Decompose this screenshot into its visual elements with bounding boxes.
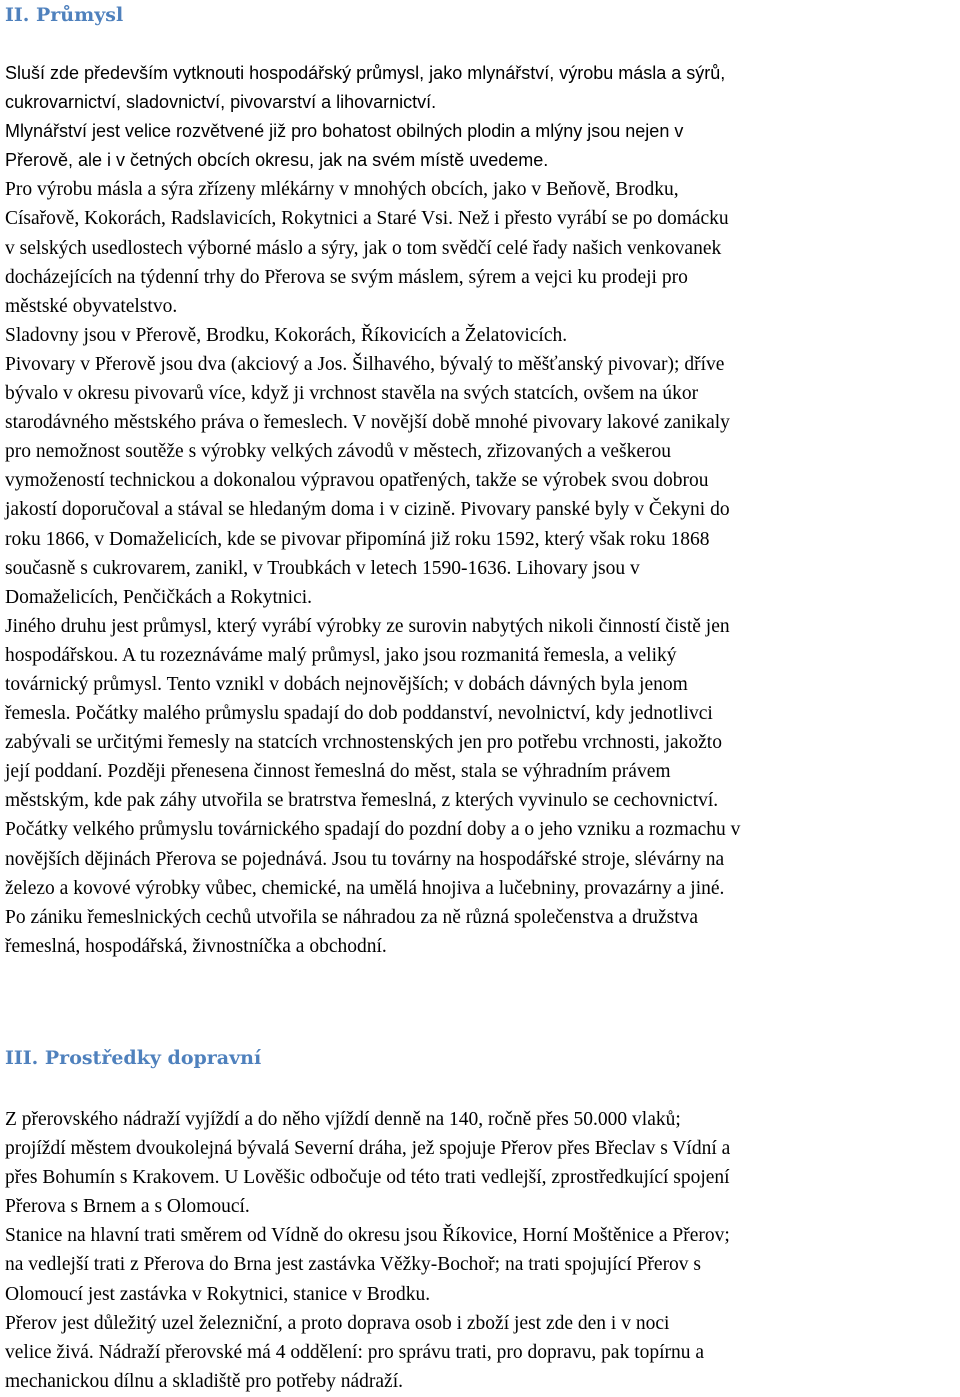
text-line: [5, 670, 957, 699]
text-line: [5, 583, 957, 612]
text-run: řemeslná, hospodářská, živnostníčka a obchodní.: [5, 935, 387, 957]
text-line: [5, 1105, 957, 1134]
text-line: [5, 757, 957, 786]
text-run: na vedlejší trati z Přerova do Brna jest zastávka Věžky-Bochoř; na trati spojující Přerov s: [5, 1254, 702, 1276]
text-run: pro nemožnost soutěže s výrobky velkých závodů v městech, zřizovaných a veškerou: [5, 441, 672, 463]
text-line: [5, 612, 957, 641]
text-line: [5, 234, 957, 263]
text-line: [5, 1134, 957, 1163]
text-run: továrnický průmysl. Tento vznikl v dobách nejnovějších; v dobách dávných byla jenom: [5, 673, 688, 695]
text-line: [5, 1250, 957, 1279]
text-run: železo a kovové výrobky vůbec, chemické, na umělá hnojiva a lučebniny, provazárny a jiné.: [5, 877, 725, 899]
text-line: [5, 350, 957, 379]
text-run: velice živá. Nádraží přerovské má 4 oddělení: pro správu trati, pro dopravu, pak topírnu a: [5, 1341, 705, 1363]
text-line: [5, 786, 957, 815]
text-line: [5, 379, 957, 408]
section-heading-transport: III. Prostředky dopravní: [5, 1047, 262, 1069]
text-line: [5, 495, 957, 524]
text-run: mechanickou dílnu a skladiště pro potřeby nádraží.: [5, 1370, 403, 1392]
text-run: jakostí doporučoval a stával se hledaným doma i v cizině. Pivovary panské byly v Čekyni do: [5, 499, 730, 521]
text-line: [5, 263, 957, 292]
text-run: v selských usedlostech výborné máslo a sýry, jak o tom svědčí celé řady našich venkovanek: [5, 237, 722, 259]
text-line: [5, 1163, 957, 1192]
text-run: Stanice na hlavní trati směrem od Vídně do okresu jsou Říkovice, Horní Moštěnice a Přerov;: [5, 1225, 730, 1247]
text-run: Jiného druhu jest průmysl, který vyrábí výrobky ze surovin nabytých nikoli činností čistě jen: [5, 615, 730, 637]
text-line: [5, 204, 957, 233]
text-line: [5, 146, 957, 175]
text-line: [5, 932, 957, 961]
text-line: [5, 525, 957, 554]
text-line: [5, 1192, 957, 1221]
text-line: [5, 59, 957, 88]
text-run: přes Bohumín s Krakovem. U Lověšic odbočuje od této trati vedlejší, zprostředkující spojení: [5, 1167, 730, 1189]
text-run: Pro výrobu másla a sýra zřízeny mlékárny v mnohých obcích, jako v Beňově, Brodku,: [5, 179, 679, 201]
text-line: [5, 641, 957, 670]
text-line: [5, 1221, 957, 1250]
text-line: [5, 874, 957, 903]
text-line: [5, 292, 957, 321]
section-heading-industry: II. Průmysl: [5, 4, 124, 26]
text-run: hospodářskou. A tu rozeznáváme malý průmysl, jako jsou rozmanitá řemesla, a veliký: [5, 644, 677, 666]
text-line: [5, 321, 957, 350]
text-run: starodávného městského práva o řemeslech. V novější době mnohé pivovary lakové zanikaly: [5, 412, 730, 434]
text-run: Přerov jest důležitý uzel železniční, a proto doprava osob i zboží jest zde den i v noci: [5, 1312, 670, 1334]
text-line: [5, 699, 957, 728]
text-run: Olomoucí jest zastávka v Rokytnici, stanice v Brodku.: [5, 1283, 431, 1305]
text-line: [5, 845, 957, 874]
text-run: novějších dějinách Přerova se pojednává. Jsou tu továrny na hospodářské stroje, slévárny na: [5, 848, 725, 870]
text-line: [5, 1280, 957, 1309]
text-run: docházejících na týdenní trhy do Přerova se svým máslem, sýrem a vejci ku prodeji pro: [5, 266, 688, 288]
text-run: Po zániku řemeslnických cechů utvořila se náhradou za ně různá společenstva a družstva: [5, 906, 699, 928]
text-run: městské obyvatelstvo.: [5, 295, 178, 317]
text-line: [5, 554, 957, 583]
text-run: bývalo v okresu pivovarů více, když ji vrchnost stavěla na svých statcích, ovšem na úkor: [5, 383, 699, 405]
text-line: [5, 466, 957, 495]
text-run: Mlynářství jest velice rozvětvené již pro bohatost obilných plodin a mlýny jsou nejen v: [5, 121, 684, 142]
text-line: [5, 1338, 957, 1367]
section-body-transport: [5, 1105, 957, 1396]
text-run: její poddaní. Později přenesena činnost řemeslná do měst, stala se výhradním právem: [5, 761, 671, 783]
text-line: [5, 175, 957, 204]
text-line: [5, 408, 957, 437]
text-line: [5, 728, 957, 757]
text-line: [5, 815, 957, 844]
text-run: Císařově, Kokorách, Radslavicích, Rokytnici a Staré Vsi. Než i přesto vyrábí se po domácku: [5, 208, 729, 230]
text-line: [5, 1309, 957, 1338]
text-line: [5, 88, 957, 117]
text-run: Domaželicích, Penčičkách a Rokytnici.: [5, 586, 313, 608]
text-run: městským, kde pak záhy utvořila se bratrstva řemeslná, z kterých vyvinulo se cechovnictví.: [5, 790, 719, 812]
text-line: [5, 117, 957, 146]
text-line: [5, 437, 957, 466]
text-run: projíždí městem dvoukolejná bývalá Severní dráha, jež spojuje Přerov přes Břeclav s Vídní a: [5, 1138, 731, 1160]
text-line: [5, 1367, 957, 1396]
text-run: Sluší zde především vytknouti hospodářský průmysl, jako mlynářství, výrobu másla a sýrů,: [5, 63, 726, 83]
text-run: zabývali se určitými řemesly na statcích vrchnostenských jen pro potřebu vrchnosti, jakožto: [5, 732, 722, 754]
text-line: [5, 903, 957, 932]
text-run: Sladovny jsou v Přerově, Brodku, Kokorách, Říkovicích a Želatovicích.: [5, 324, 568, 346]
text-run: Přerova s Brnem a s Olomoucí.: [5, 1196, 250, 1218]
text-run: Počátky velkého průmyslu továrnického spadají do pozdní doby a o jeho vzniku a rozmachu v: [5, 819, 741, 841]
section-body-industry: [5, 59, 957, 961]
text-run: Pivovary v Přerově jsou dva (akciový a Jos. Šilhavého, bývalý to měšťanský pivovar); dříve: [5, 353, 725, 375]
text-run: roku 1866, v Domaželicích, kde se pivovar připomíná již roku 1592, který však roku 1868: [5, 528, 710, 550]
text-run: Z přerovského nádraží vyjíždí a do něho vjíždí denně na 140, ročně přes 50.000 vlaků;: [5, 1109, 681, 1130]
text-run: Přerově, ale i v četných obcích okresu, jak na svém místě uvedeme.: [5, 150, 549, 171]
text-run: cukrovarnictví, sladovnictví, pivovarství a lihovarnictví.: [5, 92, 437, 113]
text-run: řemesla. Počátky malého průmyslu spadají do dob poddanství, nevolnictví, kdy jednotlivci: [5, 703, 713, 725]
text-run: současně s cukrovarem, zanikl, v Troubkách v letech 1590-1636. Lihovary jsou v: [5, 557, 640, 579]
text-run: vymožeností technickou a dokonalou výpravou opatřených, takže se výrobek svou dobrou: [5, 470, 709, 492]
